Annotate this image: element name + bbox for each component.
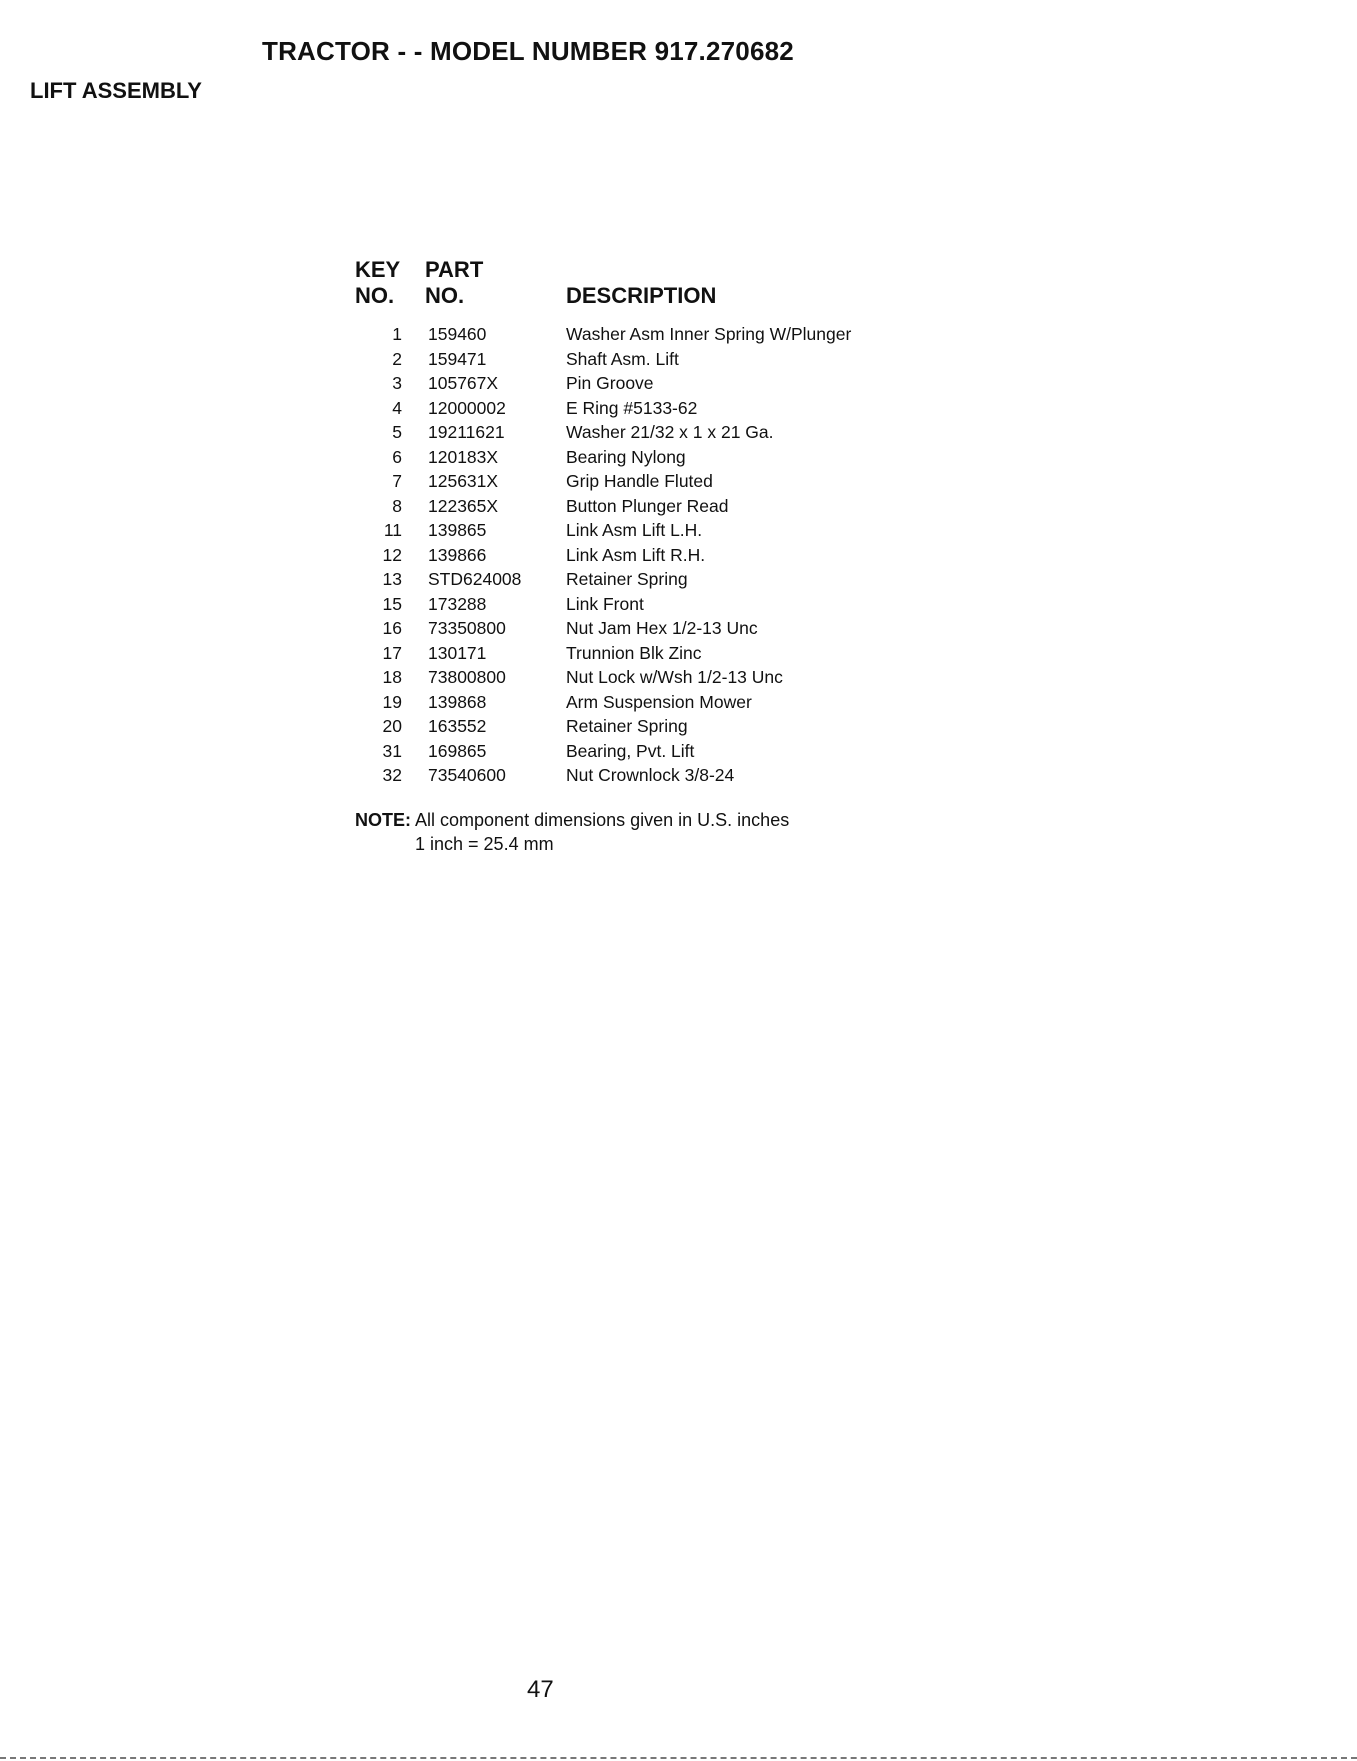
- key-no-cell: 13: [382, 569, 402, 589]
- key-no-cell: 8: [392, 495, 402, 516]
- note-text: All component dimensions given in U.S. inches: [411, 810, 790, 830]
- part-no-cell: 139868: [428, 691, 487, 712]
- key-no-header: [355, 257, 400, 309]
- table-row: [360, 739, 946, 764]
- description-cell: Washer Asm Inner Spring W/Plunger: [566, 324, 852, 344]
- key-header-line2: NO.: [355, 283, 395, 308]
- description-cell: Link Asm Lift R.H.: [566, 544, 706, 565]
- table-row: [360, 518, 946, 543]
- description-cell: Button Plunger Read: [566, 495, 729, 516]
- page-number: 47: [527, 1676, 554, 1703]
- note-line2: 1 inch = 25.4 mm: [415, 834, 554, 854]
- dimension-note: [355, 808, 789, 856]
- part-no-cell: 125631X: [428, 471, 499, 491]
- description-cell: Grip Handle Fluted: [566, 471, 713, 491]
- table-row: [360, 543, 946, 568]
- table-row: [360, 445, 946, 470]
- key-no-cell: 2: [392, 348, 402, 369]
- table-row: [360, 371, 946, 396]
- key-no-cell: 20: [382, 716, 402, 736]
- key-no-cell: 31: [382, 740, 402, 761]
- key-no-cell: 16: [382, 618, 402, 638]
- part-no-cell: 105767X: [428, 373, 499, 393]
- table-row: [360, 347, 946, 372]
- page-title: TRACTOR - - MODEL NUMBER 917.270682: [262, 36, 794, 66]
- description-cell: E Ring #5133-62: [566, 397, 698, 418]
- description-cell: Retainer Spring: [566, 569, 688, 589]
- note-line1: [355, 808, 789, 832]
- note-label: NOTE:: [355, 810, 411, 830]
- description-cell: Link Asm Lift L.H.: [566, 520, 703, 540]
- part-no-cell: 130171: [428, 642, 487, 663]
- description-cell: Washer 21/32 x 1 x 21 Ga.: [566, 422, 774, 442]
- table-row: [360, 567, 946, 592]
- part-no-cell: 139865: [428, 520, 487, 540]
- key-no-cell: 6: [392, 446, 402, 467]
- part-no-cell: 19211621: [428, 422, 505, 442]
- key-no-cell: 15: [382, 593, 402, 614]
- description-cell: Bearing Nylong: [566, 446, 686, 467]
- key-no-cell: 1: [392, 324, 402, 344]
- table-row: [360, 665, 946, 690]
- description-cell: Arm Suspension Mower: [566, 691, 752, 712]
- part-no-cell: STD624008: [428, 569, 522, 589]
- table-row: [360, 763, 946, 788]
- table-row: [360, 714, 946, 739]
- description-cell: Link Front: [566, 593, 644, 614]
- section-title: LIFT ASSEMBLY: [30, 78, 202, 103]
- key-no-cell: 18: [382, 667, 402, 687]
- part-no-cell: 169865: [428, 740, 487, 761]
- part-no-header: [425, 257, 483, 309]
- part-no-cell: 139866: [428, 544, 487, 565]
- description-header: DESCRIPTION: [566, 283, 717, 308]
- table-row: [360, 469, 946, 494]
- part-no-cell: 73350800: [428, 618, 506, 638]
- table-row: [360, 641, 946, 666]
- key-no-cell: 7: [392, 471, 402, 491]
- key-no-cell: 17: [382, 642, 402, 663]
- table-row: [360, 396, 946, 421]
- key-no-cell: 4: [392, 397, 402, 418]
- description-cell: Pin Groove: [566, 373, 654, 393]
- key-no-cell: 19: [382, 691, 402, 712]
- parts-table: [360, 322, 946, 788]
- description-cell: Nut Crownlock 3/8-24: [566, 765, 735, 785]
- description-cell: Bearing, Pvt. Lift: [566, 740, 695, 761]
- key-no-cell: 5: [392, 422, 402, 442]
- table-row: [360, 494, 946, 519]
- table-row: [360, 690, 946, 715]
- part-no-cell: 159471: [428, 348, 487, 369]
- part-no-cell: 163552: [428, 716, 487, 736]
- description-cell: Retainer Spring: [566, 716, 688, 736]
- key-no-cell: 3: [392, 373, 402, 393]
- table-row: [360, 616, 946, 641]
- part-no-cell: 120183X: [428, 446, 499, 467]
- part-header-line2: NO.: [425, 283, 465, 308]
- description-cell: Trunnion Blk Zinc: [566, 642, 702, 663]
- table-row: [360, 322, 946, 347]
- part-no-cell: 12000002: [428, 397, 506, 418]
- part-no-cell: 73800800: [428, 667, 506, 687]
- part-header-line1: PART: [425, 257, 484, 282]
- key-no-cell: 11: [383, 520, 402, 540]
- description-cell: Nut Lock w/Wsh 1/2-13 Unc: [566, 667, 783, 687]
- part-no-cell: 73540600: [428, 765, 506, 785]
- key-no-cell: 32: [382, 765, 402, 785]
- table-row: [360, 420, 946, 445]
- description-cell: Shaft Asm. Lift: [566, 348, 679, 369]
- description-cell: Nut Jam Hex 1/2-13 Unc: [566, 618, 758, 638]
- table-row: [360, 592, 946, 617]
- part-no-cell: 173288: [428, 593, 487, 614]
- part-no-cell: 122365X: [428, 495, 499, 516]
- key-header-line1: KEY: [355, 257, 401, 282]
- bottom-divider: [0, 1757, 1357, 1759]
- key-no-cell: 12: [382, 544, 402, 565]
- part-no-cell: 159460: [428, 324, 487, 344]
